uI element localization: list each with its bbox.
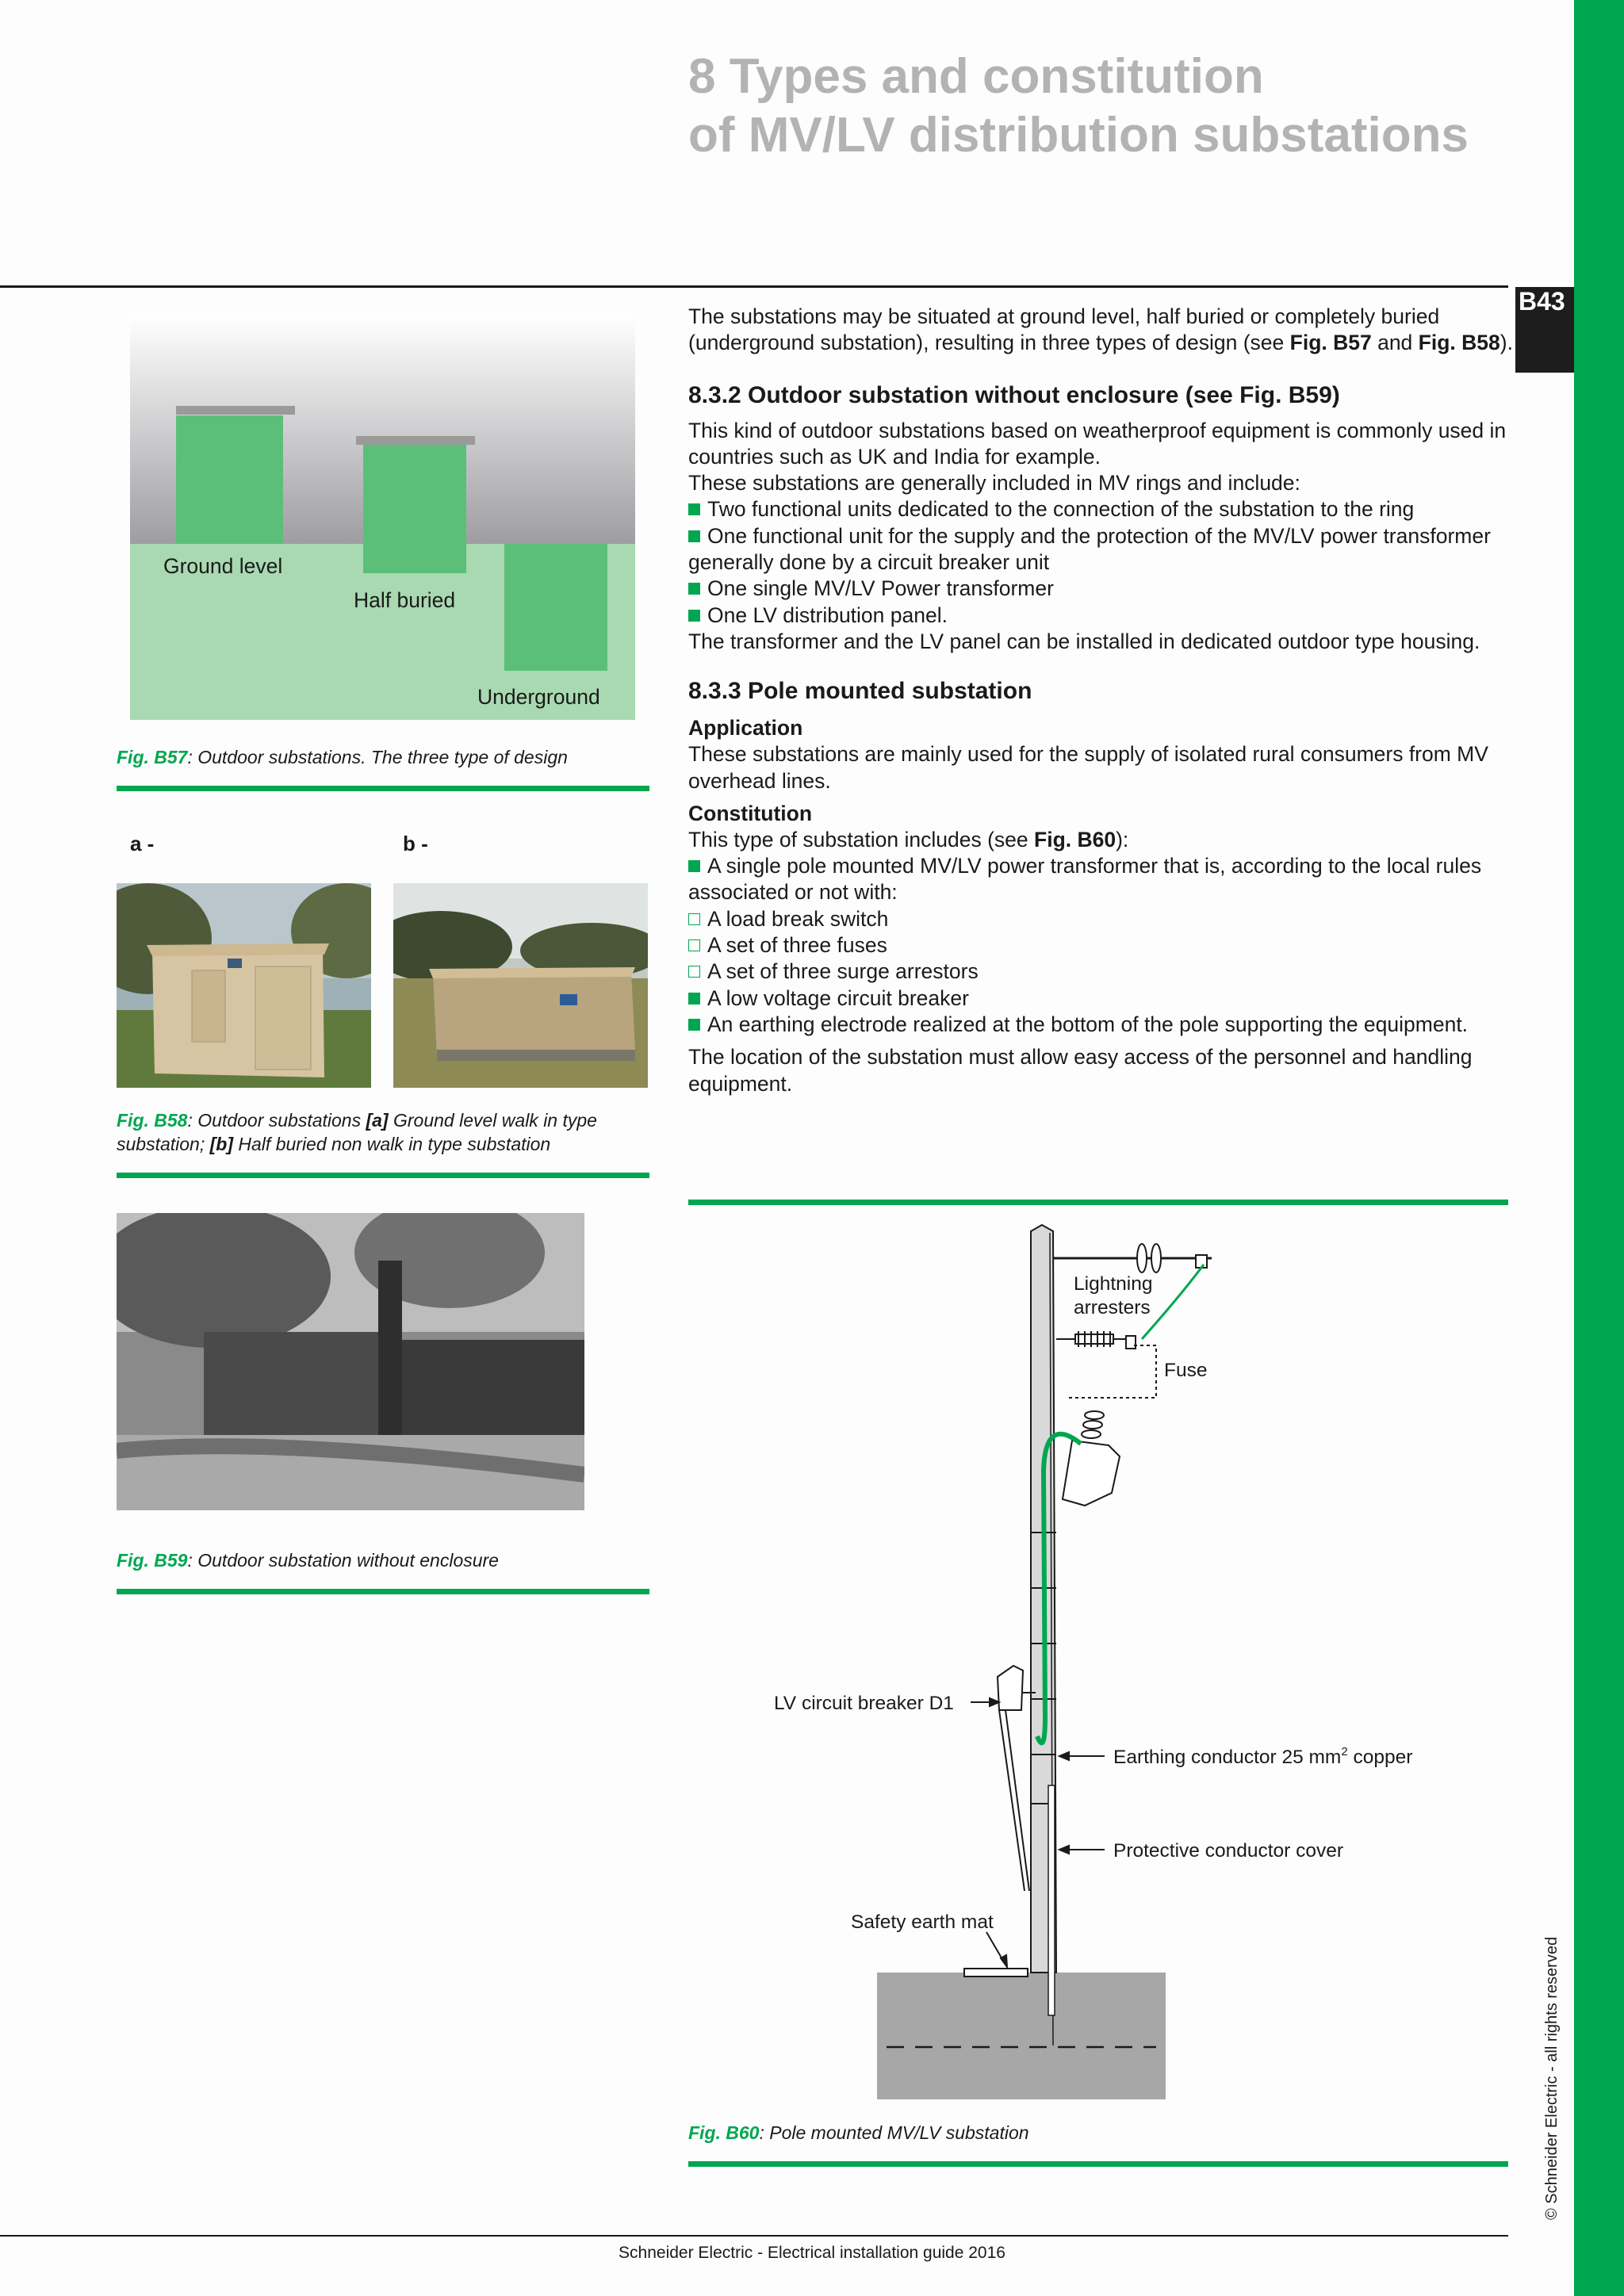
- bullet-square-icon: [688, 610, 700, 622]
- bullet-text: A single pole mounted MV/LV power transformer that is, according to the local rules associated or not with:: [688, 854, 1482, 905]
- constitution-sub-2: [688, 932, 1513, 959]
- ground-level-label: Ground level: [163, 554, 283, 578]
- fig-b58-rule: [117, 1173, 649, 1178]
- half-buried-roof: [356, 436, 475, 445]
- fig-b58-label: Fig. B58: [117, 1110, 188, 1131]
- intro-part3: ).: [1500, 331, 1513, 355]
- intro-ref-b58: Fig. B58: [1418, 331, 1500, 355]
- intro-paragraph: [688, 304, 1513, 357]
- fig-b58-label-b: b -: [403, 832, 428, 855]
- bullet-hollow-square-icon: [688, 966, 700, 978]
- bullet-text: A load break switch: [707, 906, 889, 931]
- protective-cover: [1048, 1785, 1055, 2015]
- section-832-bullet-3: [688, 576, 1513, 602]
- bullet-text: One functional unit for the supply and the protection of the MV/LV power transformer generally done by a circuit breaker unit: [688, 523, 1491, 575]
- label-earthing-text: Earthing conductor 25 mm: [1113, 1747, 1342, 1768]
- fig-b58-label-a: a -: [130, 832, 155, 855]
- application-title: Application: [688, 716, 803, 740]
- fig-b57-rule: [117, 786, 649, 791]
- bullet-hollow-square-icon: [688, 913, 700, 925]
- section-833-heading: 8.3.3 Pole mounted substation: [688, 678, 1032, 705]
- underground-box: [504, 544, 607, 671]
- fig-b60-caption-text: : Pole mounted MV/LV substation: [759, 2122, 1029, 2143]
- label-lightning-line1: Lightning: [1074, 1273, 1153, 1295]
- intro-ref-b57: Fig. B57: [1289, 331, 1372, 355]
- constitution-sub-1: [688, 906, 1513, 932]
- page-title: [688, 48, 1469, 165]
- section-832-heading: 8.3.2 Outdoor substation without enclosure (see Fig. B59): [688, 381, 1340, 408]
- label-earthing-superscript: 2: [1341, 1745, 1348, 1758]
- half-buried-label: Half buried: [354, 588, 456, 612]
- constitution-intro: [688, 827, 1513, 853]
- lv-breaker-box: [998, 1666, 1023, 1710]
- bullet-square-icon: [688, 583, 700, 595]
- fig-b58-caption-a: [a]: [366, 1110, 389, 1131]
- intro-part2: and: [1371, 331, 1419, 355]
- ground-level-roof: [176, 406, 295, 415]
- constitution-bullet-main: [688, 853, 1513, 906]
- constitution-ref-b60: Fig. B60: [1034, 827, 1116, 851]
- fig-b58-caption-b: [b]: [209, 1134, 234, 1154]
- page-number-tag: B43: [1515, 287, 1574, 373]
- constitution-intro-part1: This type of substation includes (see: [688, 827, 1035, 851]
- footer-text: Schneider Electric - Electrical installation guide 2016: [619, 2244, 1005, 2262]
- section-832-para1: This kind of outdoor substations based on weatherproof equipment is commonly used in countries such as UK and India for example.: [688, 418, 1507, 469]
- fig-b57-caption: [117, 745, 656, 769]
- fig-b59-label: Fig. B59: [117, 1550, 188, 1571]
- half-buried-box: [363, 445, 466, 573]
- bullet-text: A set of three surge arrestors: [707, 959, 979, 984]
- constitution-closing: The location of the substation must allow easy access of the personnel and handling equipment.: [688, 1045, 1473, 1096]
- fig-b57-label: Fig. B57: [117, 747, 188, 767]
- fig-b58-caption-part3: Half buried non walk in type substation: [233, 1134, 551, 1154]
- ground-level-box: [176, 415, 283, 544]
- fuse-link: [1069, 1345, 1156, 1398]
- constitution-sub-3: [688, 959, 1513, 985]
- label-lv-breaker: LV circuit breaker D1: [774, 1693, 954, 1714]
- underground-label: Underground: [477, 685, 600, 709]
- fig-b60-label: Fig. B60: [688, 2122, 760, 2143]
- fig-b59-caption-text: : Outdoor substation without enclosure: [187, 1550, 499, 1571]
- constitution-bullet-3: [688, 1012, 1513, 1038]
- page-title-line2: of MV/LV distribution substations: [688, 108, 1469, 163]
- bullet-text: One single MV/LV Power transformer: [707, 576, 1054, 601]
- section-832-bullet-2: [688, 523, 1513, 576]
- label-safety-mat: Safety earth mat: [851, 1911, 994, 1933]
- bullet-hollow-square-icon: [688, 939, 700, 951]
- insulator: [1151, 1244, 1161, 1272]
- application-text: These substations are mainly used for the supply of isolated rural consumers from MV overhead lines.: [688, 742, 1488, 793]
- photo-ground-level-substation: [117, 883, 371, 1088]
- section-832-bullet-4: [688, 603, 1513, 629]
- header-rule: [0, 285, 1508, 288]
- fig-b59-rule: [117, 1589, 649, 1594]
- insulator: [1137, 1244, 1147, 1272]
- bullet-square-icon: [688, 530, 700, 542]
- fig-b57-caption-text: : Outdoor substations. The three type of design: [187, 747, 568, 767]
- intro-part1: The substations may be situated at ground level, half buried or completely buried (underground substation), resulting in three types of design (see: [688, 304, 1440, 355]
- section-832-bullet-1: [688, 496, 1513, 522]
- section-832-para3: The transformer and the LV panel can be installed in dedicated outdoor type housing.: [688, 629, 1480, 653]
- fig-b58-caption: [117, 1108, 656, 1156]
- page-title-line1: 8 Types and constitution: [688, 49, 1264, 104]
- label-earthing-end: copper: [1347, 1747, 1413, 1768]
- ground-block: [877, 1973, 1166, 2099]
- bullet-text: One LV distribution panel.: [707, 603, 948, 627]
- section-832-para2: These substations are generally included in MV rings and include:: [688, 471, 1300, 496]
- photo-half-buried-substation: [393, 883, 648, 1088]
- transformer: [1063, 1441, 1120, 1506]
- bullet-text: A low voltage circuit breaker: [707, 985, 969, 1010]
- safety-mat: [964, 1969, 1028, 1976]
- bullet-text: Two functional units dedicated to the connection of the substation to the ring: [707, 497, 1415, 522]
- footer-rule: [0, 2235, 1508, 2237]
- label-fuse: Fuse: [1164, 1360, 1208, 1381]
- label-lightning-line2: arresters: [1074, 1297, 1151, 1318]
- photo-outdoor-substation: [117, 1213, 584, 1510]
- fig-b60-bottom-rule: [688, 2161, 1508, 2167]
- constitution-bullet-2: [688, 985, 1513, 1012]
- bullet-square-icon: [688, 860, 700, 872]
- bullet-text: An earthing electrode realized at the bottom of the pole supporting the equipment.: [707, 1012, 1469, 1036]
- constitution-title: Constitution: [688, 801, 813, 825]
- transformer-bushing: [1082, 1411, 1104, 1438]
- label-protective-cover: Protective conductor cover: [1113, 1840, 1344, 1862]
- fig-b60-top-rule: [688, 1200, 1508, 1205]
- fig-b60-diagram: [688, 1209, 1508, 2113]
- bullet-square-icon: [688, 503, 700, 515]
- fig-b59-caption: [117, 1548, 656, 1572]
- fig-b60-caption: [688, 2121, 1481, 2145]
- bullet-square-icon: [688, 1019, 700, 1031]
- right-column-text: [688, 304, 1513, 1097]
- fig-b58-caption-part2: Ground level walk in type substation;: [117, 1110, 597, 1154]
- fig-b58-caption-part1: : Outdoor substations: [187, 1110, 366, 1131]
- fig-b57-diagram: [130, 316, 635, 720]
- lightning-arrester: [1075, 1334, 1113, 1344]
- brand-side-bar: [1574, 0, 1624, 2296]
- constitution-intro-part2: ):: [1116, 827, 1129, 851]
- bullet-square-icon: [688, 993, 700, 1004]
- copyright-notice: © Schneider Electric - all rights reserved: [1543, 1936, 1561, 2220]
- bullet-text: A set of three fuses: [707, 933, 887, 958]
- label-earthing-conductor: [1113, 1745, 1412, 1768]
